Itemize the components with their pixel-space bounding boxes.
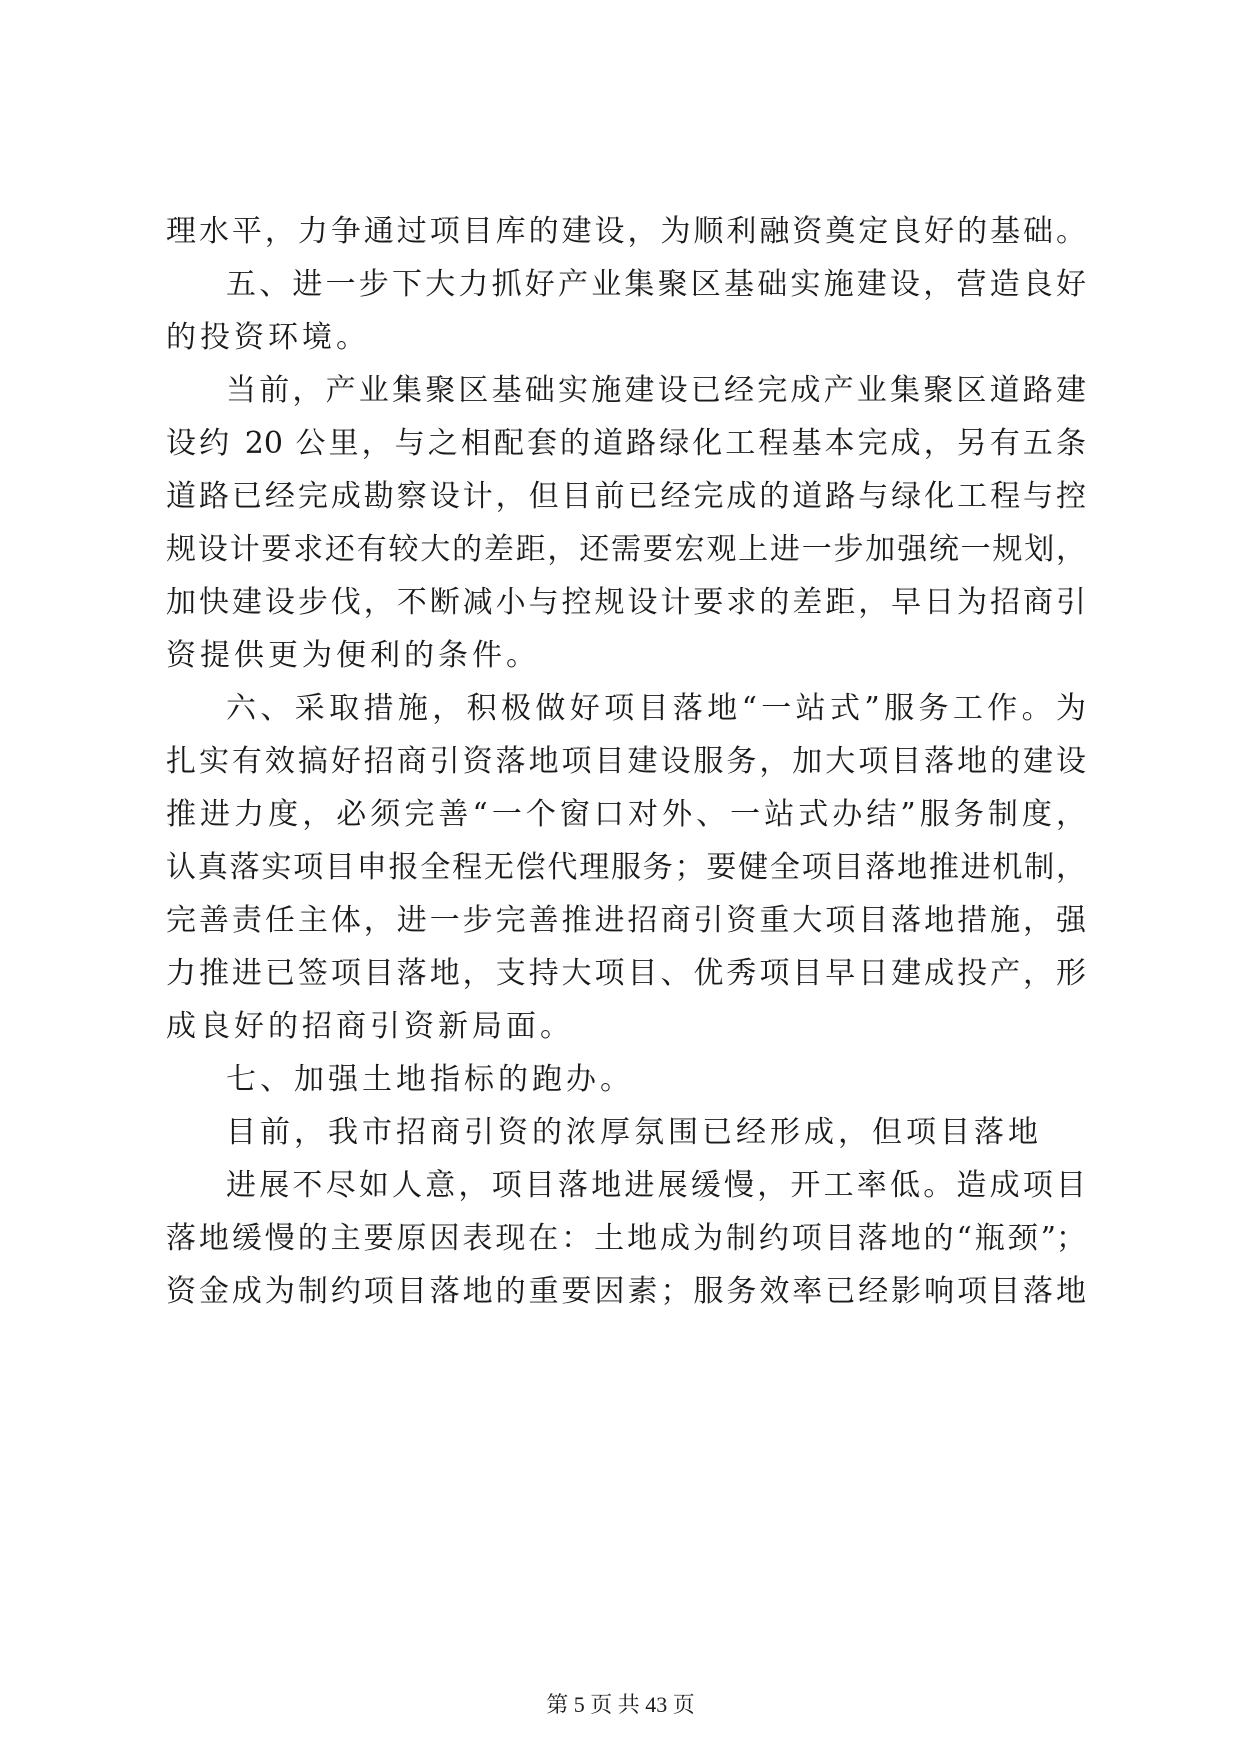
text-line: 规设计要求还有较大的差距，还需要宏观上进一步加强统一规划， (166, 532, 1086, 567)
text-line: 认真落实项目申报全程无偿代理服务；要健全项目落地推进机制， (166, 850, 1086, 885)
text-line: 落地缓慢的主要原因表现在：土地成为制约项目落地的“瓶颈”； (166, 1221, 1086, 1256)
text-line: 道路已经完成勘察设计，但目前已经完成的道路与绿化工程与控 (166, 479, 1086, 514)
text-line: 加快建设步伐，不断减小与控规设计要求的差距，早日为招商引 (166, 585, 1086, 620)
text-line: 扎实有效搞好招商引资落地项目建设服务，加大项目落地的建设 (166, 744, 1086, 779)
text-line: 成良好的招商引资新局面。 (166, 1009, 574, 1044)
text-line: 理水平，力争通过项目库的建设，为顺利融资奠定良好的基础。 (166, 214, 1086, 249)
page-number-footer: 第 5 页 共 43 页 (546, 1692, 695, 1717)
text-line: 力推进已签项目落地，支持大项目、优秀项目早日建成投产，形 (166, 956, 1086, 991)
text-line: 完善责任主体，进一步完善推进招商引资重大项目落地措施，强 (166, 903, 1086, 938)
text-line: 推进力度，必须完善“一个窗口对外、一站式办结”服务制度， (166, 797, 1086, 832)
text-line: 资提供更为便利的条件。 (166, 638, 540, 673)
paragraph-start: 目前，我市招商引资的浓厚氛围已经形成，但项目落地 (226, 1115, 1042, 1150)
text-line: 的投资环境。 (166, 320, 370, 355)
section-heading: 六、采取措施，积极做好项目落地“一站式”服务工作。为 (226, 691, 1086, 726)
section-heading: 五、进一步下大力抓好产业集聚区基础实施建设，营造良好 (226, 267, 1086, 302)
paragraph-start: 当前，产业集聚区基础实施建设已经完成产业集聚区道路建 (226, 373, 1086, 408)
text-line: 设约 20 公里，与之相配套的道路绿化工程基本完成，另有五条 (166, 426, 1086, 461)
text-line: 进展不尽如人意，项目落地进展缓慢，开工率低。造成项目 (226, 1168, 1086, 1203)
section-heading: 七、加强土地指标的跑办。 (226, 1062, 634, 1097)
text-line: 资金成为制约项目落地的重要因素；服务效率已经影响项目落地 (166, 1274, 1086, 1309)
